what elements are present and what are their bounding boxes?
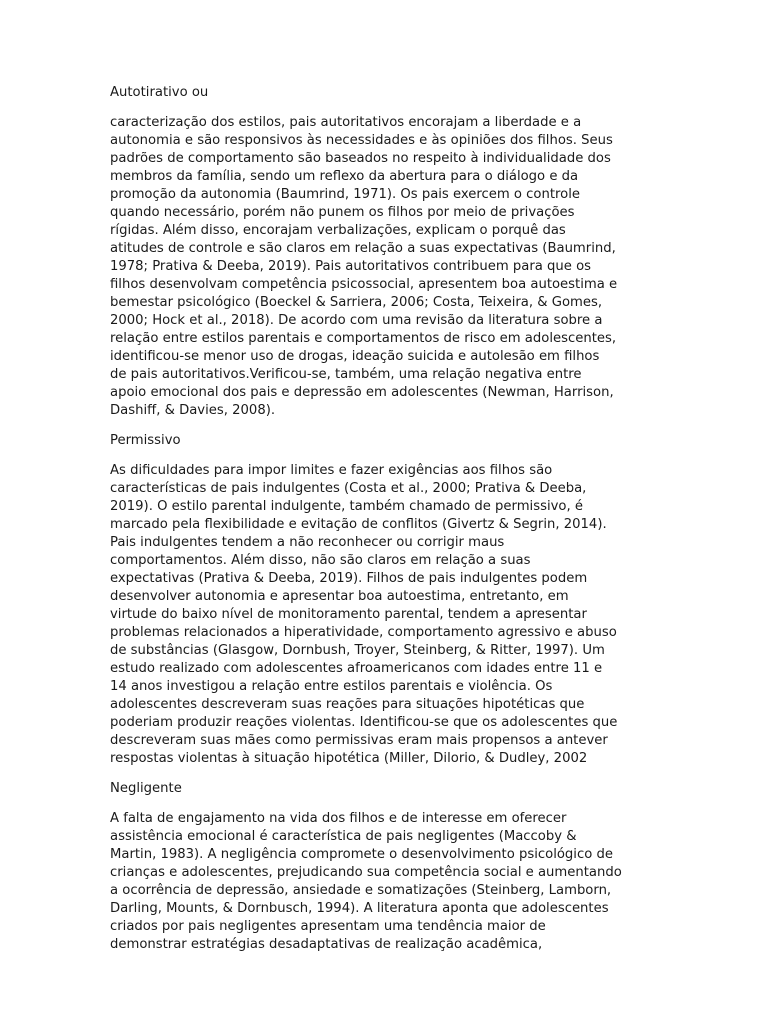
text-line: 14 anos investigou a relação entre estilos parentais e violência. Os [110, 679, 553, 694]
text-line: criados por pais negligentes apresentam uma tendência maior de [110, 919, 546, 934]
text-line: demonstrar estratégias desadaptativas de realização acadêmica, [110, 937, 543, 952]
text-line: relação entre estilos parentais e comportamentos de risco em adolescentes, [110, 331, 617, 346]
text-line: Darling, Mounts, & Dornbusch, 1994). A literatura aponta que adolescentes [110, 901, 609, 916]
section-body-negligente [110, 810, 658, 954]
text-line: bemestar psicológico (Boeckel & Sarriera, 2006; Costa, Teixeira, & Gomes, [110, 295, 603, 310]
section-body-permissivo [110, 462, 658, 768]
text-line: crianças e adolescentes, prejudicando sua competência social e aumentando [110, 865, 622, 880]
text-line: 2019). O estilo parental indulgente, também chamado de permissivo, é [110, 499, 583, 514]
text-line: adolescentes descreveram suas reações para situações hipotéticas que [110, 697, 585, 712]
text-line: Martin, 1983). A negligência compromete o desenvolvimento psicológico de [110, 847, 613, 862]
text-line: As dificuldades para impor limites e fazer exigências aos filhos são [110, 463, 553, 478]
text-line: estudo realizado com adolescentes afroamericanos com idades entre 11 e [110, 661, 603, 676]
text-line: de substâncias (Glasgow, Dornbush, Troyer, Steinberg, & Ritter, 1997). Um [110, 643, 605, 658]
text-line: expectativas (Prativa & Deeba, 2019). Filhos de pais indulgentes podem [110, 571, 588, 586]
text-line: Dashiff, & Davies, 2008). [110, 403, 276, 418]
text-line: membros da família, sendo um reflexo da abertura para o diálogo e da [110, 169, 579, 184]
text-line: promoção da autonomia (Baumrind, 1971). Os pais exercem o controle [110, 187, 581, 202]
text-line: Pais indulgentes tendem a não reconhecer ou corrigir maus [110, 535, 505, 550]
text-line: 1978; Prativa & Deeba, 2019). Pais autoritativos contribuem para que os [110, 259, 592, 274]
text-line: marcado pela flexibilidade e evitação de conflitos (Givertz & Segrin, 2014). [110, 517, 607, 532]
text-line: autonomia e são responsivos às necessidades e às opiniões dos filhos. Seus [110, 133, 613, 148]
text-line: problemas relacionados a hiperatividade, comportamento agressivo e abuso [110, 625, 617, 640]
text-line: características de pais indulgentes (Costa et al., 2000; Prativa & Deeba, [110, 481, 587, 496]
text-line: atitudes de controle e são claros em relação a suas expectativas (Baumrind, [110, 241, 616, 256]
section-heading-negligente: Negligente [110, 781, 182, 796]
text-line: 2000; Hock et al., 2018). De acordo com uma revisão da literatura sobre a [110, 313, 603, 328]
section-heading-permissivo: Permissivo [110, 433, 181, 448]
text-line: rígidas. Além disso, encorajam verbalizações, explicam o porquê das [110, 223, 566, 238]
text-line: de pais autoritativos.Verificou-se, também, uma relação negativa entre [110, 367, 582, 382]
section-body-autoritativo [110, 114, 658, 420]
text-line: assistência emocional é característica de pais negligentes (Maccoby & [110, 829, 577, 844]
text-line: apoio emocional dos pais e depressão em adolescentes (Newman, Harrison, [110, 385, 614, 400]
text-line: respostas violentas à situação hipotética (Miller, Dilorio, & Dudley, 2002 [110, 751, 588, 766]
text-line: comportamentos. Além disso, não são claros em relação a suas [110, 553, 531, 568]
text-line: A falta de engajamento na vida dos filhos e de interesse em oferecer [110, 811, 567, 826]
document-page [110, 84, 658, 966]
text-line: desenvolver autonomia e apresentar boa autoestima, entretanto, em [110, 589, 569, 604]
section-heading-autoritativo: Autotirativo ou [110, 85, 209, 100]
text-line: filhos desenvolvam competência psicossocial, apresentem boa autoestima e [110, 277, 618, 292]
text-line: virtude do baixo nível de monitoramento parental, tendem a apresentar [110, 607, 587, 622]
text-line: poderiam produzir reações violentas. Identificou-se que os adolescentes que [110, 715, 618, 730]
text-line: quando necessário, porém não punem os filhos por meio de privações [110, 205, 575, 220]
text-line: identificou-se menor uso de drogas, ideação suicida e autolesão em filhos [110, 349, 600, 364]
text-line: caracterização dos estilos, pais autoritativos encorajam a liberdade e a [110, 115, 582, 130]
text-line: descreveram suas mães como permissivas eram mais propensos a antever [110, 733, 608, 748]
text-line: padrões de comportamento são baseados no respeito à individualidade dos [110, 151, 611, 166]
text-line: a ocorrência de depressão, ansiedade e somatizações (Steinberg, Lamborn, [110, 883, 612, 898]
